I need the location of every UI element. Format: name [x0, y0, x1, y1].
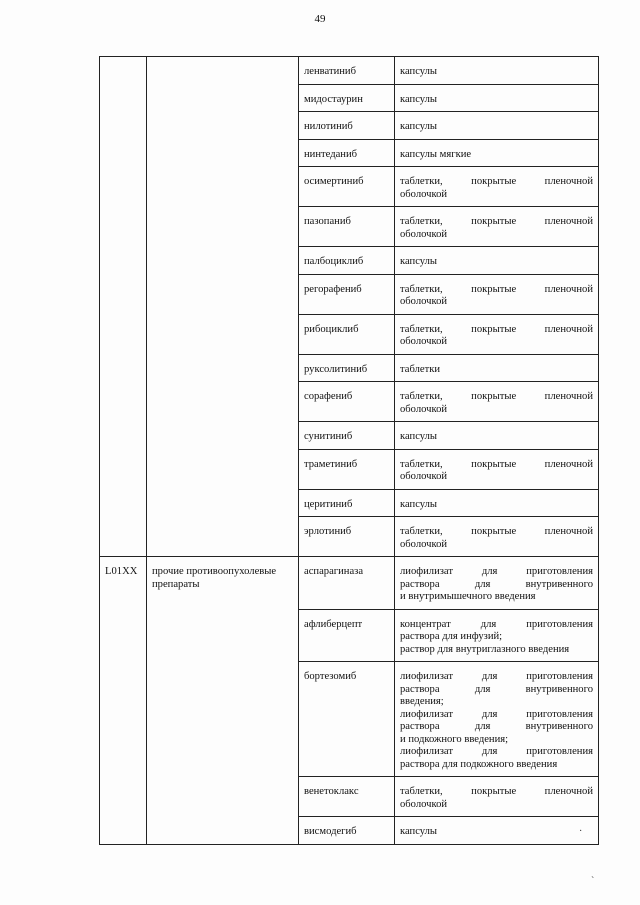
- drug-name-cell: руксолитиниб: [299, 354, 395, 382]
- drug-name-cell: сорафениб: [299, 382, 395, 422]
- dosage-form-line: и подкожного введения;: [400, 733, 509, 745]
- atc-code-cell: L01XX: [100, 557, 147, 845]
- drug-name-cell: нинтеданиб: [299, 139, 395, 167]
- dosage-form-line: лиофилизат для приготовления: [400, 746, 593, 757]
- atc-group-cell: [147, 57, 299, 557]
- dosage-form-cell: [395, 557, 599, 610]
- drug-name-cell: пазопаниб: [299, 207, 395, 247]
- drug-name-cell: мидостаурин: [299, 84, 395, 112]
- dosage-form-cell: [395, 449, 599, 489]
- atc-code-cell: [100, 57, 147, 557]
- drug-name-cell: венетоклакс: [299, 777, 395, 817]
- dosage-form-line: таблетки, покрытые пленочной: [400, 391, 593, 402]
- dosage-form-cell: [395, 247, 599, 275]
- dosage-form-line: оболочкой: [400, 403, 448, 415]
- dosage-form-line: и внутримышечного введения: [400, 591, 536, 602]
- dosage-form-line: оболочкой: [400, 228, 448, 240]
- dosage-form-line: капсулы: [400, 66, 438, 77]
- drug-name-cell: регорафениб: [299, 274, 395, 314]
- dosage-form-line: таблетки, покрытые пленочной: [400, 216, 593, 227]
- dosage-form-cell: [395, 662, 599, 777]
- dosage-form-line: оболочкой: [400, 188, 448, 200]
- dosage-form-line: таблетки, покрытые пленочной: [400, 283, 593, 295]
- dosage-form-line: введения;: [400, 696, 444, 707]
- dosage-form-cell: [395, 817, 599, 845]
- drug-name-cell: эрлотиниб: [299, 517, 395, 557]
- dosage-form-cell: [395, 167, 599, 207]
- dosage-form-cell: [395, 422, 599, 450]
- dosage-form-cell: [395, 489, 599, 517]
- page-number: 49: [314, 13, 326, 25]
- dosage-form-line: таблетки, покрытые пленочной: [400, 526, 593, 537]
- dosage-form-cell: [395, 777, 599, 817]
- drug-name-cell: церитиниб: [299, 489, 395, 517]
- dosage-form-cell: [395, 354, 599, 382]
- dosage-form-cell: [395, 517, 599, 557]
- dosage-form-line: оболочкой: [400, 296, 448, 307]
- dosage-form-cell: [395, 84, 599, 112]
- dosage-form-cell: [395, 382, 599, 422]
- dosage-form-line: лиофилизат для приготовления: [400, 708, 593, 720]
- dosage-form-line: раствор для внутриглазного введения: [400, 643, 570, 655]
- drug-name-cell: аспарагиназа: [299, 557, 395, 610]
- dosage-form-cell: [395, 57, 599, 85]
- dosage-form-line: лиофилизат для приготовления: [400, 671, 593, 682]
- dosage-form-line: таблетки, покрытые пленочной: [400, 458, 593, 470]
- table-row: [100, 557, 599, 610]
- dosage-form-line: капсулы: [400, 121, 438, 132]
- dosage-form-line: капсулы мягкие: [400, 148, 472, 160]
- drug-name-cell: сунитиниб: [299, 422, 395, 450]
- dosage-form-line: капсулы: [400, 93, 438, 105]
- dosage-form-line: лиофилизат для приготовления: [400, 566, 593, 577]
- dosage-form-line: капсулы: [400, 826, 438, 837]
- dosage-form-line: раствора для внутривенного: [400, 683, 593, 695]
- dosage-form-cell: [395, 207, 599, 247]
- dosage-form-line: оболочкой: [400, 471, 448, 482]
- drug-name-cell: бортезомиб: [299, 662, 395, 777]
- scan-mark: `: [591, 876, 595, 887]
- dosage-form-line: раствора для инфузий;: [400, 631, 503, 642]
- scan-mark: ·: [579, 826, 583, 837]
- dosage-form-line: таблетки, покрытые пленочной: [400, 323, 593, 335]
- dosage-form-line: капсулы: [400, 431, 438, 442]
- drug-name-cell: ленватиниб: [299, 57, 395, 85]
- drug-name-cell: осимертиниб: [299, 167, 395, 207]
- dosage-form-line: таблетки, покрытые пленочной: [400, 176, 593, 187]
- drug-name-cell: нилотиниб: [299, 112, 395, 140]
- drug-name-cell: палбоциклиб: [299, 247, 395, 275]
- drug-name-cell: траметиниб: [299, 449, 395, 489]
- dosage-form-cell: [395, 609, 599, 662]
- dosage-form-cell: [395, 139, 599, 167]
- table-row: [100, 57, 599, 85]
- dosage-form-line: раствора для подкожного введения: [400, 758, 558, 770]
- dosage-form-line: таблетки, покрытые пленочной: [400, 786, 593, 797]
- dosage-form-line: капсулы: [400, 498, 438, 510]
- drug-name-cell: рибоциклиб: [299, 314, 395, 354]
- drug-name-cell: висмодегиб: [299, 817, 395, 845]
- drug-table: [99, 56, 599, 845]
- dosage-form-line: оболочкой: [400, 798, 448, 810]
- dosage-form-line: капсулы: [400, 256, 438, 267]
- dosage-form-line: раствора для внутривенного: [400, 721, 593, 732]
- dosage-form-line: оболочкой: [400, 336, 448, 347]
- atc-group-cell: прочие противоопухолевые препараты: [147, 557, 299, 845]
- dosage-form-cell: [395, 314, 599, 354]
- dosage-form-cell: [395, 112, 599, 140]
- dosage-form-line: концентрат для приготовления: [400, 618, 593, 630]
- dosage-form-cell: [395, 274, 599, 314]
- dosage-form-line: таблетки: [400, 363, 441, 375]
- dosage-form-line: оболочкой: [400, 538, 448, 550]
- dosage-form-line: раствора для внутривенного: [400, 578, 593, 590]
- drug-name-cell: афлиберцепт: [299, 609, 395, 662]
